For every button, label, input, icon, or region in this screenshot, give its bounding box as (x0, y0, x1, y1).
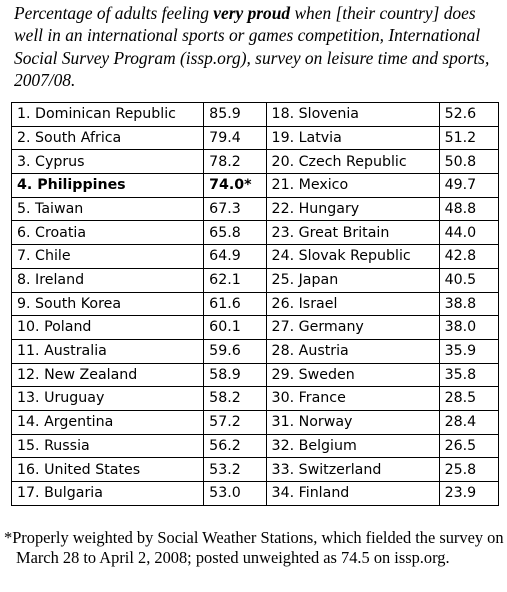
country-cell: 4. Philippines (12, 174, 204, 198)
country-cell: 14. Argentina (12, 410, 204, 434)
table-row (12, 316, 499, 340)
percent-cell: 50.8 (439, 150, 498, 174)
percent-cell: 62.1 (204, 268, 266, 292)
country-cell: 13. Uruguay (12, 387, 204, 411)
country-cell: 3. Cyprus (12, 150, 204, 174)
country-cell: 34. Finland (266, 482, 439, 506)
percent-cell: 49.7 (439, 174, 498, 198)
country-cell: 25. Japan (266, 268, 439, 292)
country-cell: 6. Croatia (12, 221, 204, 245)
percent-cell: 38.8 (439, 292, 498, 316)
caption-emphasis: very proud (213, 3, 291, 23)
country-cell: 20. Czech Republic (266, 150, 439, 174)
percent-cell: 57.2 (204, 410, 266, 434)
percent-cell: 67.3 (204, 197, 266, 221)
percent-cell: 28.4 (439, 410, 498, 434)
country-cell: 10. Poland (12, 316, 204, 340)
percent-cell: 53.0 (204, 482, 266, 506)
table-row (12, 174, 499, 198)
country-cell: 32. Belgium (266, 434, 439, 458)
percent-cell: 23.9 (439, 482, 498, 506)
table-row (12, 150, 499, 174)
table-row (12, 387, 499, 411)
country-pride-table (11, 102, 499, 506)
table-row (12, 292, 499, 316)
percent-cell: 74.0* (204, 174, 266, 198)
country-cell: 11. Australia (12, 339, 204, 363)
country-cell: 28. Austria (266, 339, 439, 363)
country-cell: 29. Sweden (266, 363, 439, 387)
percent-cell: 42.8 (439, 245, 498, 269)
percent-cell: 58.9 (204, 363, 266, 387)
percent-cell: 78.2 (204, 150, 266, 174)
percent-cell: 64.9 (204, 245, 266, 269)
percent-cell: 26.5 (439, 434, 498, 458)
percent-cell: 52.6 (439, 103, 498, 127)
footnote: *Properly weighted by Social Weather Stations, which fielded the survey on March 28 to April 2, 2008; posted unweighted as 74.5 on issp.org. (4, 528, 504, 567)
country-cell: 26. Israel (266, 292, 439, 316)
country-cell: 27. Germany (266, 316, 439, 340)
percent-cell: 85.9 (204, 103, 266, 127)
caption-text-start: Percentage of adults feeling (14, 3, 214, 23)
country-cell: 15. Russia (12, 434, 204, 458)
percent-cell: 60.1 (204, 316, 266, 340)
country-cell: 30. France (266, 387, 439, 411)
table-row (12, 126, 499, 150)
table-row (12, 103, 499, 127)
country-cell: 19. Latvia (266, 126, 439, 150)
country-cell: 9. South Korea (12, 292, 204, 316)
percent-cell: 58.2 (204, 387, 266, 411)
country-cell: 1. Dominican Republic (12, 103, 204, 127)
country-cell: 24. Slovak Republic (266, 245, 439, 269)
percent-cell: 35.8 (439, 363, 498, 387)
table-row (12, 363, 499, 387)
table-row (12, 434, 499, 458)
percent-cell: 28.5 (439, 387, 498, 411)
table-row (12, 410, 499, 434)
caption-text-end: when [their country] does well in an international sports or games competition, International Social Survey Program (issp.org), survey on leisure time and sports, 2007/08. (14, 3, 490, 91)
percent-cell: 56.2 (204, 434, 266, 458)
percent-cell: 51.2 (439, 126, 498, 150)
percent-cell: 40.5 (439, 268, 498, 292)
country-cell: 8. Ireland (12, 268, 204, 292)
country-cell: 18. Slovenia (266, 103, 439, 127)
percent-cell: 53.2 (204, 458, 266, 482)
table-row (12, 197, 499, 221)
table-row (12, 339, 499, 363)
country-cell: 16. United States (12, 458, 204, 482)
country-cell: 21. Mexico (266, 174, 439, 198)
country-cell: 23. Great Britain (266, 221, 439, 245)
country-cell: 33. Switzerland (266, 458, 439, 482)
percent-cell: 38.0 (439, 316, 498, 340)
table-row (12, 245, 499, 269)
country-cell: 2. South Africa (12, 126, 204, 150)
percent-cell: 59.6 (204, 339, 266, 363)
table-body (12, 103, 499, 506)
country-cell: 12. New Zealand (12, 363, 204, 387)
percent-cell: 35.9 (439, 339, 498, 363)
percent-cell: 79.4 (204, 126, 266, 150)
table-caption (14, 2, 504, 92)
percent-cell: 25.8 (439, 458, 498, 482)
table-row (12, 458, 499, 482)
country-cell: 17. Bulgaria (12, 482, 204, 506)
percent-cell: 44.0 (439, 221, 498, 245)
country-cell: 5. Taiwan (12, 197, 204, 221)
percent-cell: 61.6 (204, 292, 266, 316)
country-cell: 31. Norway (266, 410, 439, 434)
percent-cell: 48.8 (439, 197, 498, 221)
country-cell: 7. Chile (12, 245, 204, 269)
percent-cell: 65.8 (204, 221, 266, 245)
table-row (12, 268, 499, 292)
table-row (12, 482, 499, 506)
table-row (12, 221, 499, 245)
country-cell: 22. Hungary (266, 197, 439, 221)
